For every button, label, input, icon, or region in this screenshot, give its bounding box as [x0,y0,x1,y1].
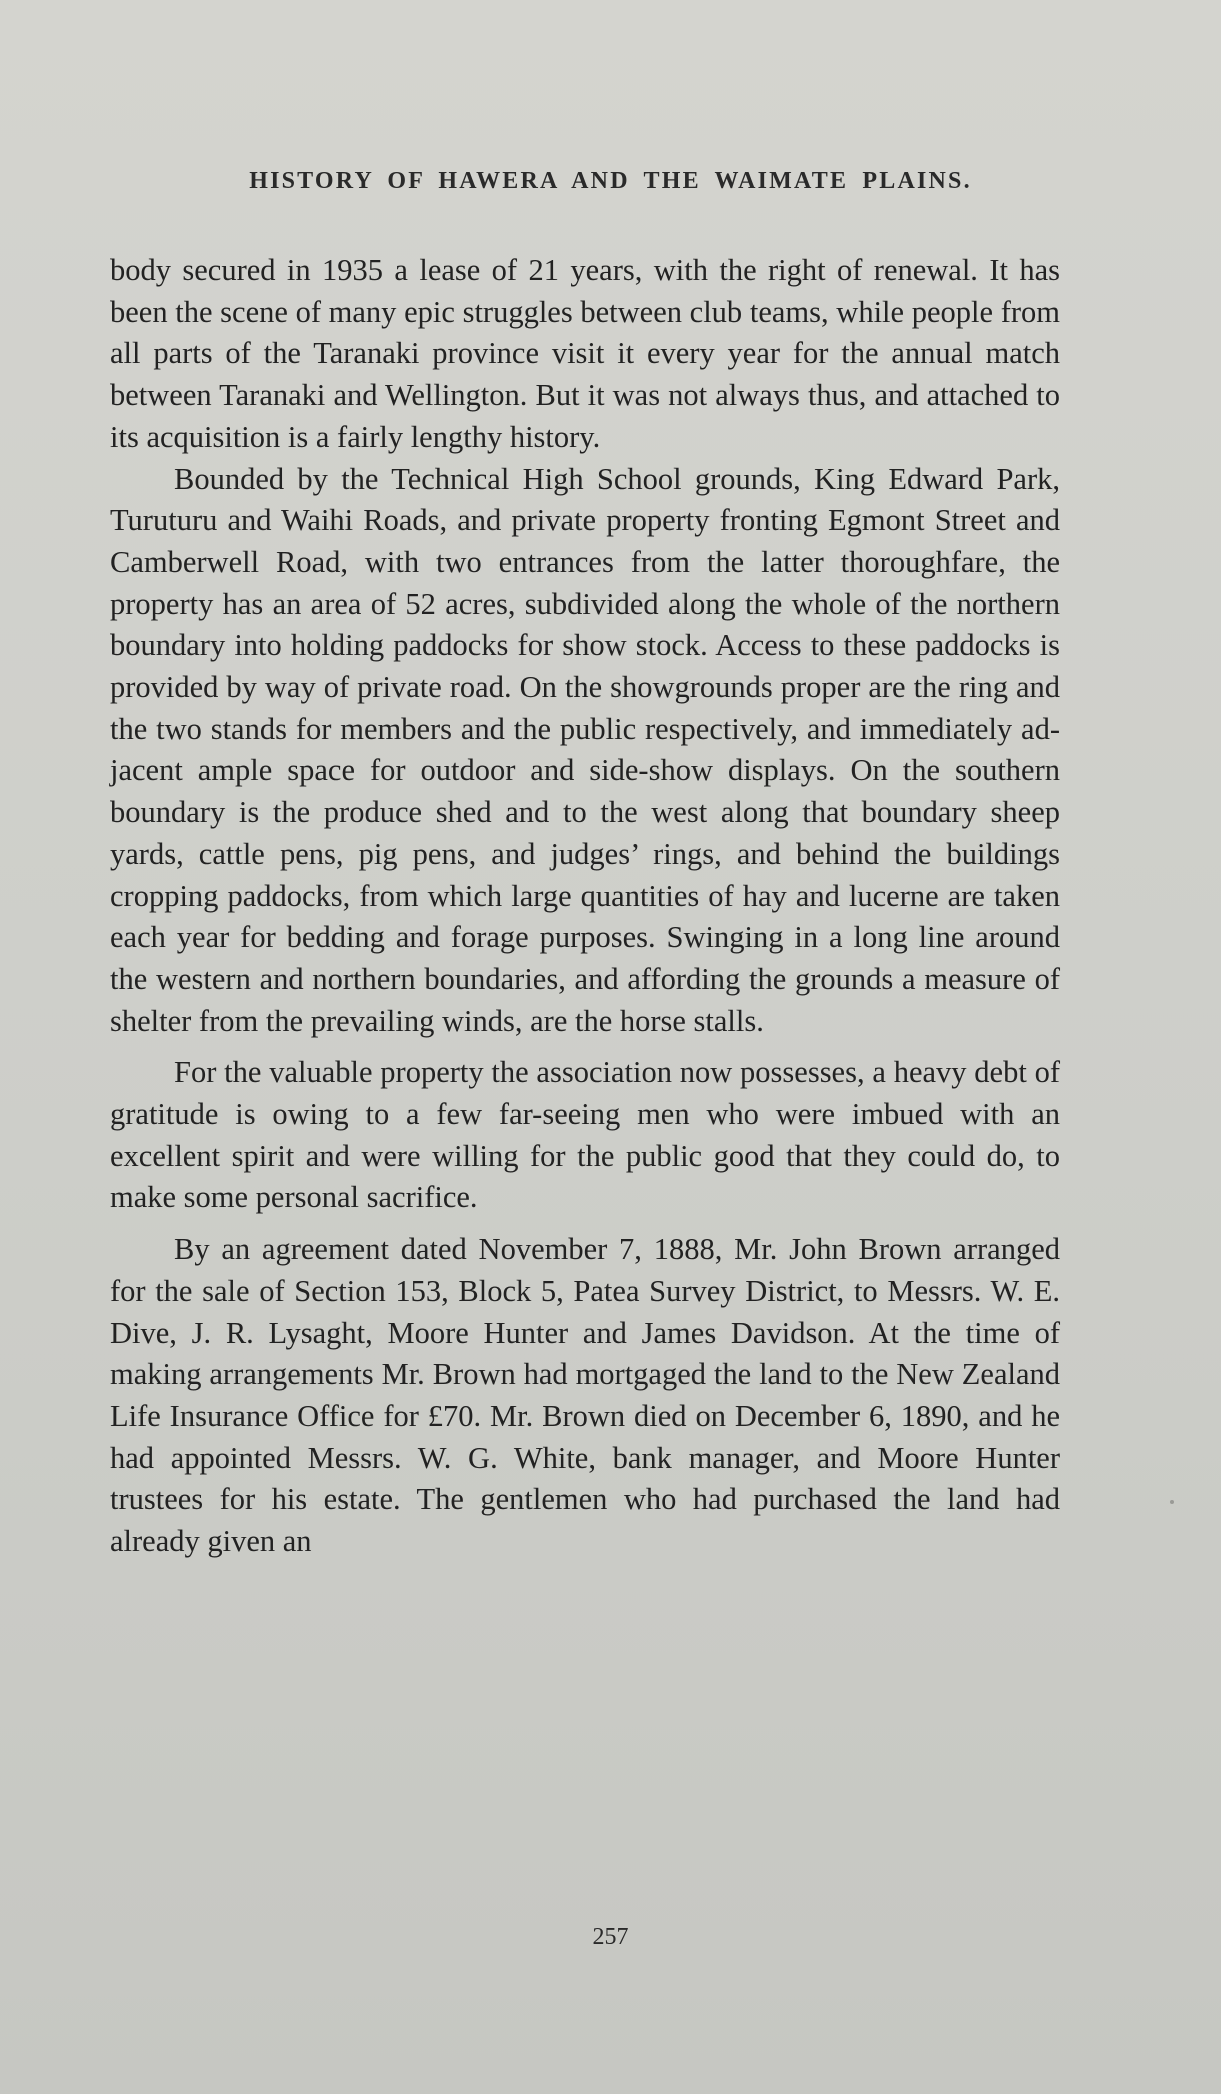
page-number: 257 [592,1924,629,1950]
running-head: HISTORY OF HAWERA AND THE WAIMATE PLAINS. [249,168,972,194]
paragraph-2: Bounded by the Technical High School grounds, King Edward Park, Turuturu and Waihi Roads, and private property fronting Egmont Street and Camberwell Road, with two entrances from the latter thoroughfare, the property has an area of 52 acres, subdivided along the whole of the northern boundary into holding paddocks for show stock. Access to these paddocks is provided by way of private road. On the showgrounds proper are the ring and the two stands for members and the public respectively, and immediately adjacent ample space for outdoor and side-show displays. On the southern boundary is the produce shed and to the west along that boundary sheep yards, cattle pens, pig pens, and judges’ rings, and behind the buildings cropping paddocks, from which large quantities of hay and lucerne are taken each year for bedding and forage purposes. Swinging in a long line around the western and northern boundaries, and affording the grounds a measure of shelter from the prevailing winds, are the horse stalls. [110,461,1060,1038]
paper-speck [1170,1500,1174,1504]
paragraph-1: body secured in 1935 a lease of 21 years, with the right of renewal. It has been the scene of many epic struggles between club teams, while people from all parts of the Taranaki province visit it every year for the annual match between Taranaki and Wellington. But it was not always thus, and attached to its acquisition is a fairly lengthy history. [110,253,1060,454]
body-text [110,250,1060,1563]
paragraph-3: For the valuable property the association now possesses, a heavy debt of gratitude is owing to a few far-seeing men who were imbued with an excellent spirit and were willing for the public good that they could do, to make some personal sacrifice. [110,1055,1060,1215]
paragraph-4: By an agreement dated November 7, 1888, Mr. John Brown arranged for the sale of Section 153, Block 5, Patea Survey District, to Messrs. W. E. Dive, J. R. Lysaght, Moore Hunter and James Davidson. At the time of making arrangements Mr. Brown had mortgaged the land to the New Zealand Life Insurance Office for £70. Mr. Brown died on December 6, 1890, and he had appointed Messrs. W. G. White, bank manager, and Moore Hunter trustees for his estate. The gentlemen who had purchased the land had already given an [110,1232,1060,1559]
